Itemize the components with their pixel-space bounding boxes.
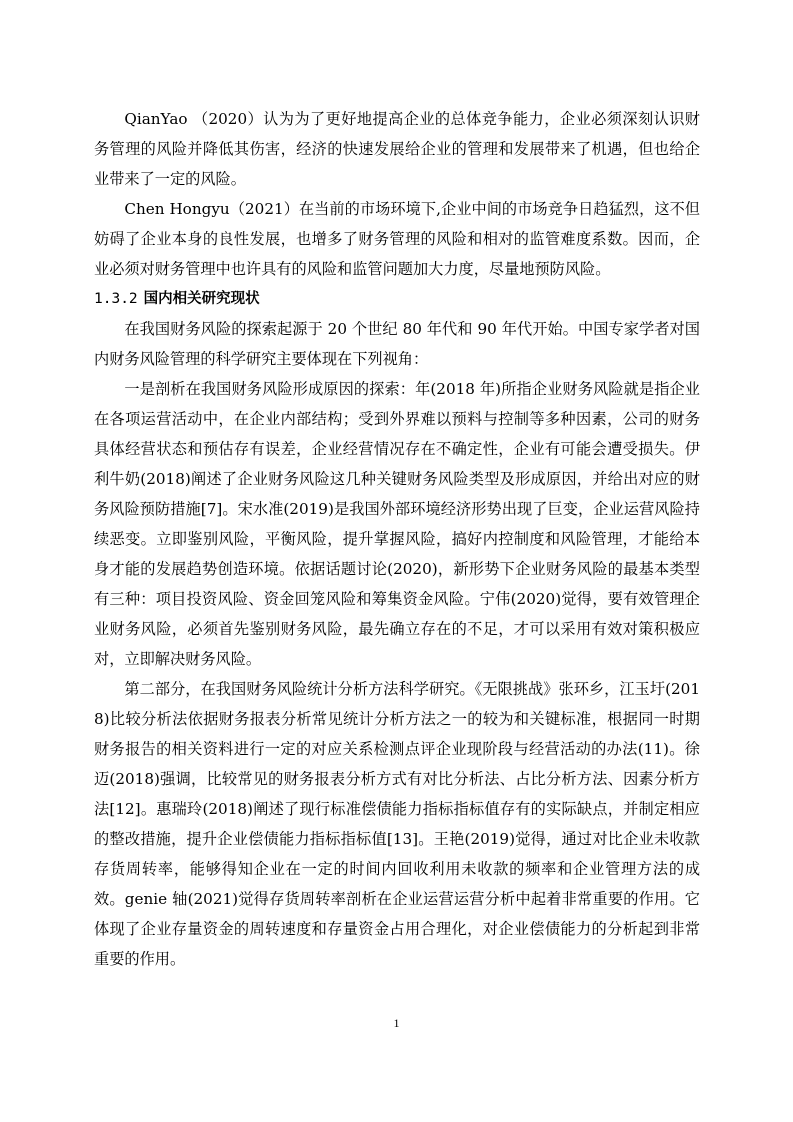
paragraph-chen-hongyu: Chen Hongyu（2021）在当前的市场环境下,企业中间的市场竞争日趋猛烈，这不但妨碍了企业本身的良性发展，也增多了财务管理的风险和相对的监管难度系数。因而，企业必须对财务管理中也许具有的风险和监管问题加大力度，尽量地预防风险。 <box>94 200 700 278</box>
page-number: 1 <box>393 1016 400 1030</box>
section-title: 国内相关研究现状 <box>143 291 260 307</box>
section-number: 1.3.2 <box>94 291 138 307</box>
paragraph-causes: 一是剖析在我国财务风险形成原因的探索：年(2018 年)所指企业财务风险就是指企业在各项运营活动中，在企业内部结构；受到外界难以预料与控制等多种因素，公司的财务具体经营状态和预估存有误差，企业经营情况存在不确定性，企业有可能会遭受损失。伊利牛奶(2018)阐述了企业财务风险这几种关键财务风险类型及形成原因，并给出对应的财务风险预防措施[7]。宋水准(2019)是我国外部环境经济形势出现了巨变，企业运营风险持续恶变。立即鉴别风险，平衡风险，提升掌握风险，搞好内控制度和风险管理，才能给本身才能的发展趋势创造环境。依据话题讨论(2020)，新形势下企业财务风险的最基本类型有三种：项目投资风险、资金回笼风险和筹集资金风险。宁伟(2020)觉得，要有效管理企业财务风险，必须首先鉴别财务风险，最先确立存在的不足，才可以采用有效对策积极应对，立即解决财务风险。 <box>94 380 700 668</box>
paragraph-origin: 在我国财务风险的探索起源于 20 个世纪 80 年代和 90 年代开始。中国专家学者对国内财务风险管理的科学研究主要体现在下列视角： <box>94 320 700 368</box>
section-heading <box>94 284 700 314</box>
page-content <box>94 104 700 974</box>
paragraph-qianyao: QianYao （2020）认为为了更好地提高企业的总体竞争能力，企业必须深刻认识财务管理的风险并降低其伤害，经济的快速发展给企业的管理和发展带来了机遇，但也给企业带来了一定的风险。 <box>94 110 700 188</box>
paragraph-methods: 第二部分，在我国财务风险统计分析方法科学研究。《无限挑战》张环乡，江玉圩(2018)比较分析法依据财务报表分析常见统计分析方法之一的较为和关键标准，根据同一时期财务报告的相关资料进行一定的对应关系检测点评企业现阶段与经营活动的办法(11)。徐迈(2018)强调，比较常见的财务报表分析方式有对比分析法、占比分析方法、因素分析方法[12]。惠瑞玲(2018)阐述了现行标准偿债能力指标指标值存有的实际缺点，并制定相应的整改措施，提升企业偿债能力指标指标值[13]。王艳(2019)觉得，通过对比企业未收款存货周转率，能够得知企业在一定的时间内回收利用未收款的频率和企业管理方法的成效。genie 轴(2021)觉得存货周转率剖析在企业运营运营分析中起着非常重要的作用。它体现了企业存量资金的周转速度和存量资金占用合理化，对企业偿债能力的分析起到非常重要的作用。 <box>94 680 700 968</box>
